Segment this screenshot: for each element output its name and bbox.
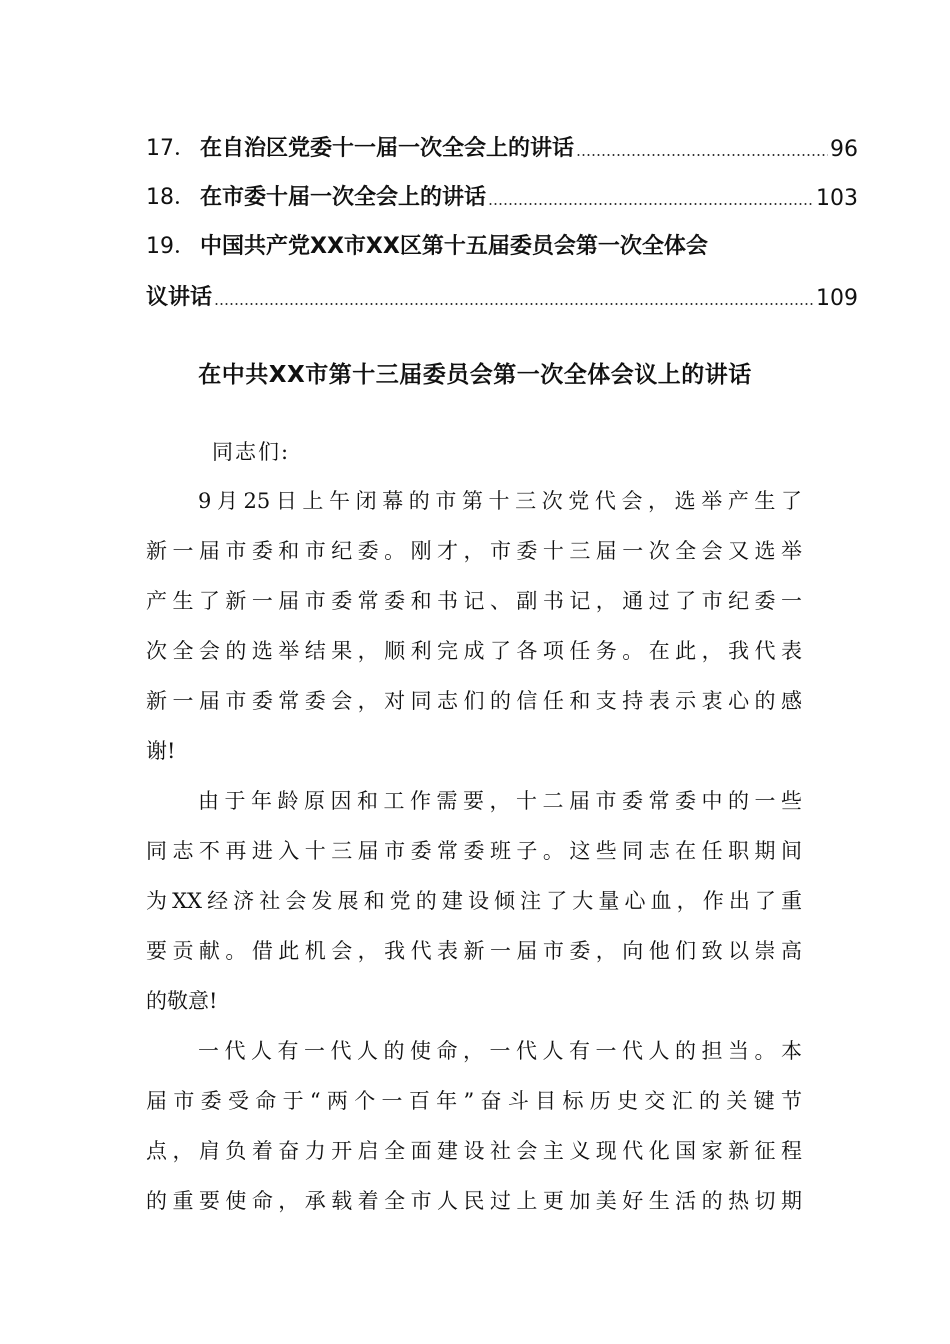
toc-title: 在市委十届一次全会上的讲话 bbox=[200, 185, 487, 210]
text-line: 同志不再进入十三届市委常委班子。这些同志在任职期间 bbox=[146, 839, 802, 863]
text-line: 届市委受命于“两个一百年”奋斗目标历史交汇的关键节 bbox=[146, 1089, 802, 1113]
greeting: 同志们: bbox=[212, 440, 291, 464]
text-line: 谢! bbox=[146, 739, 176, 763]
toc-leader-dots bbox=[214, 303, 814, 305]
toc-entry-continuation[interactable] bbox=[146, 281, 858, 311]
text-line: 新一届市委和市纪委。刚才，市委十三届一次全会又选举 bbox=[146, 539, 802, 563]
toc-title: 议讲话 bbox=[146, 285, 213, 310]
toc-entry[interactable] bbox=[146, 230, 858, 260]
text-line: 的重要使命，承载着全市人民过上更加美好生活的热切期 bbox=[146, 1189, 802, 1213]
text-line: 产生了新一届市委常委和书记、副书记，通过了市纪委一 bbox=[146, 589, 802, 613]
text-line: 为XX经济社会发展和党的建设倾注了大量心血，作出了重 bbox=[146, 889, 802, 913]
toc-leader-dots bbox=[576, 154, 828, 156]
toc-entry[interactable] bbox=[146, 132, 858, 162]
toc-page-number: 103 bbox=[816, 186, 858, 211]
toc-page-number: 109 bbox=[816, 286, 858, 311]
text-line: 9月25日上午闭幕的市第十三次党代会，选举产生了 bbox=[198, 489, 802, 513]
toc-number: 19． bbox=[146, 234, 196, 259]
toc-page-number: 96 bbox=[830, 137, 858, 162]
toc-entry[interactable] bbox=[146, 181, 858, 211]
text-line: 要贡献。借此机会，我代表新一届市委，向他们致以崇高 bbox=[146, 939, 802, 963]
text-line: 新一届市委常委会，对同志们的信任和支持表示衷心的感 bbox=[146, 689, 802, 713]
toc-title: 在自治区党委十一届一次全会上的讲话 bbox=[200, 136, 575, 161]
toc-number: 17． bbox=[146, 136, 196, 161]
toc-number: 18． bbox=[146, 185, 196, 210]
text-line: 一代人有一代人的使命，一代人有一代人的担当。本 bbox=[198, 1039, 802, 1063]
text-line: 由于年龄原因和工作需要，十二届市委常委中的一些 bbox=[198, 789, 802, 813]
text-line: 点，肩负着奋力开启全面建设社会主义现代化国家新征程 bbox=[146, 1139, 802, 1163]
toc-leader-dots bbox=[488, 203, 814, 205]
toc-title: 中国共产党XX市XX区第十五届委员会第一次全体会 bbox=[200, 234, 708, 259]
speech-title: 在中共XX市第十三届委员会第一次全体会议上的讲话 bbox=[198, 362, 752, 388]
text-line: 次全会的选举结果，顺利完成了各项任务。在此，我代表 bbox=[146, 639, 802, 663]
text-line: 的敬意! bbox=[146, 989, 218, 1013]
